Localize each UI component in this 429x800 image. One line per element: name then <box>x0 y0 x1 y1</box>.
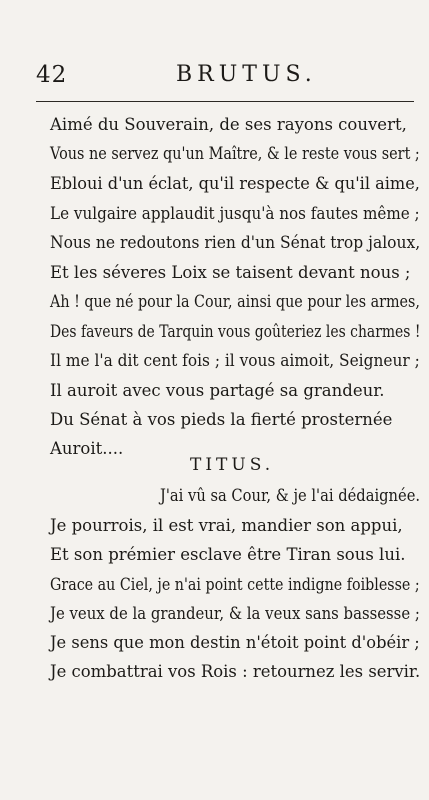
verse-line: Grace au Ciel, je n'ai point cette indigne foiblesse ; <box>50 575 420 594</box>
verse-line: Et son prémier esclave être Tiran sous lui. <box>50 545 406 564</box>
verse-line: Je pourrois, il est vrai, mandier son appui, <box>50 516 403 535</box>
verse-line: Nous ne redoutons rien d'un Sénat trop jaloux, <box>50 233 421 252</box>
verse-line: Ebloui d'un éclat, qu'il respecte & qu'il aime, <box>50 174 420 193</box>
verse-line: Le vulgaire applaudit jusqu'à nos fautes même ; <box>50 204 420 223</box>
verse-line: Du Sénat à vos pieds la fierté prosternée <box>50 410 393 429</box>
verse-line: Je combattrai vos Rois : retournez les servir. <box>50 662 421 681</box>
verse-line: Des faveurs de Tarquin vous goûteriez les charmes ! <box>50 322 421 341</box>
verse-line: Je sens que mon destin n'étoit point d'obéir ; <box>50 633 420 652</box>
verse-line: Ah ! que né pour la Cour, ainsi que pour les armes, <box>50 292 420 311</box>
page-number: 42 <box>36 62 68 88</box>
verse-line: J'ai vû sa Cour, & je l'ai dédaignée. <box>160 486 421 505</box>
verse-line: Je veux de la grandeur, & la veux sans bassesse ; <box>50 604 420 623</box>
verse-line: Aimé du Souverain, de ses rayons couvert, <box>50 115 407 134</box>
header-rule <box>36 101 414 102</box>
verse-line: Il me l'a dit cent fois ; il vous aimoit, Seigneur ; <box>50 351 420 370</box>
page-header <box>36 62 416 102</box>
verse-line: Vous ne servez qu'un Maître, & le reste vous sert ; <box>50 144 420 163</box>
verse-line: Auroit.... <box>50 439 124 458</box>
verse-line: Il auroit avec vous partagé sa grandeur. <box>50 381 385 400</box>
verse-line: Et les séveres Loix se taisent devant nous ; <box>50 263 411 282</box>
speaker-name: TITUS. <box>190 455 275 475</box>
running-title: BRUTUS. <box>176 62 317 87</box>
